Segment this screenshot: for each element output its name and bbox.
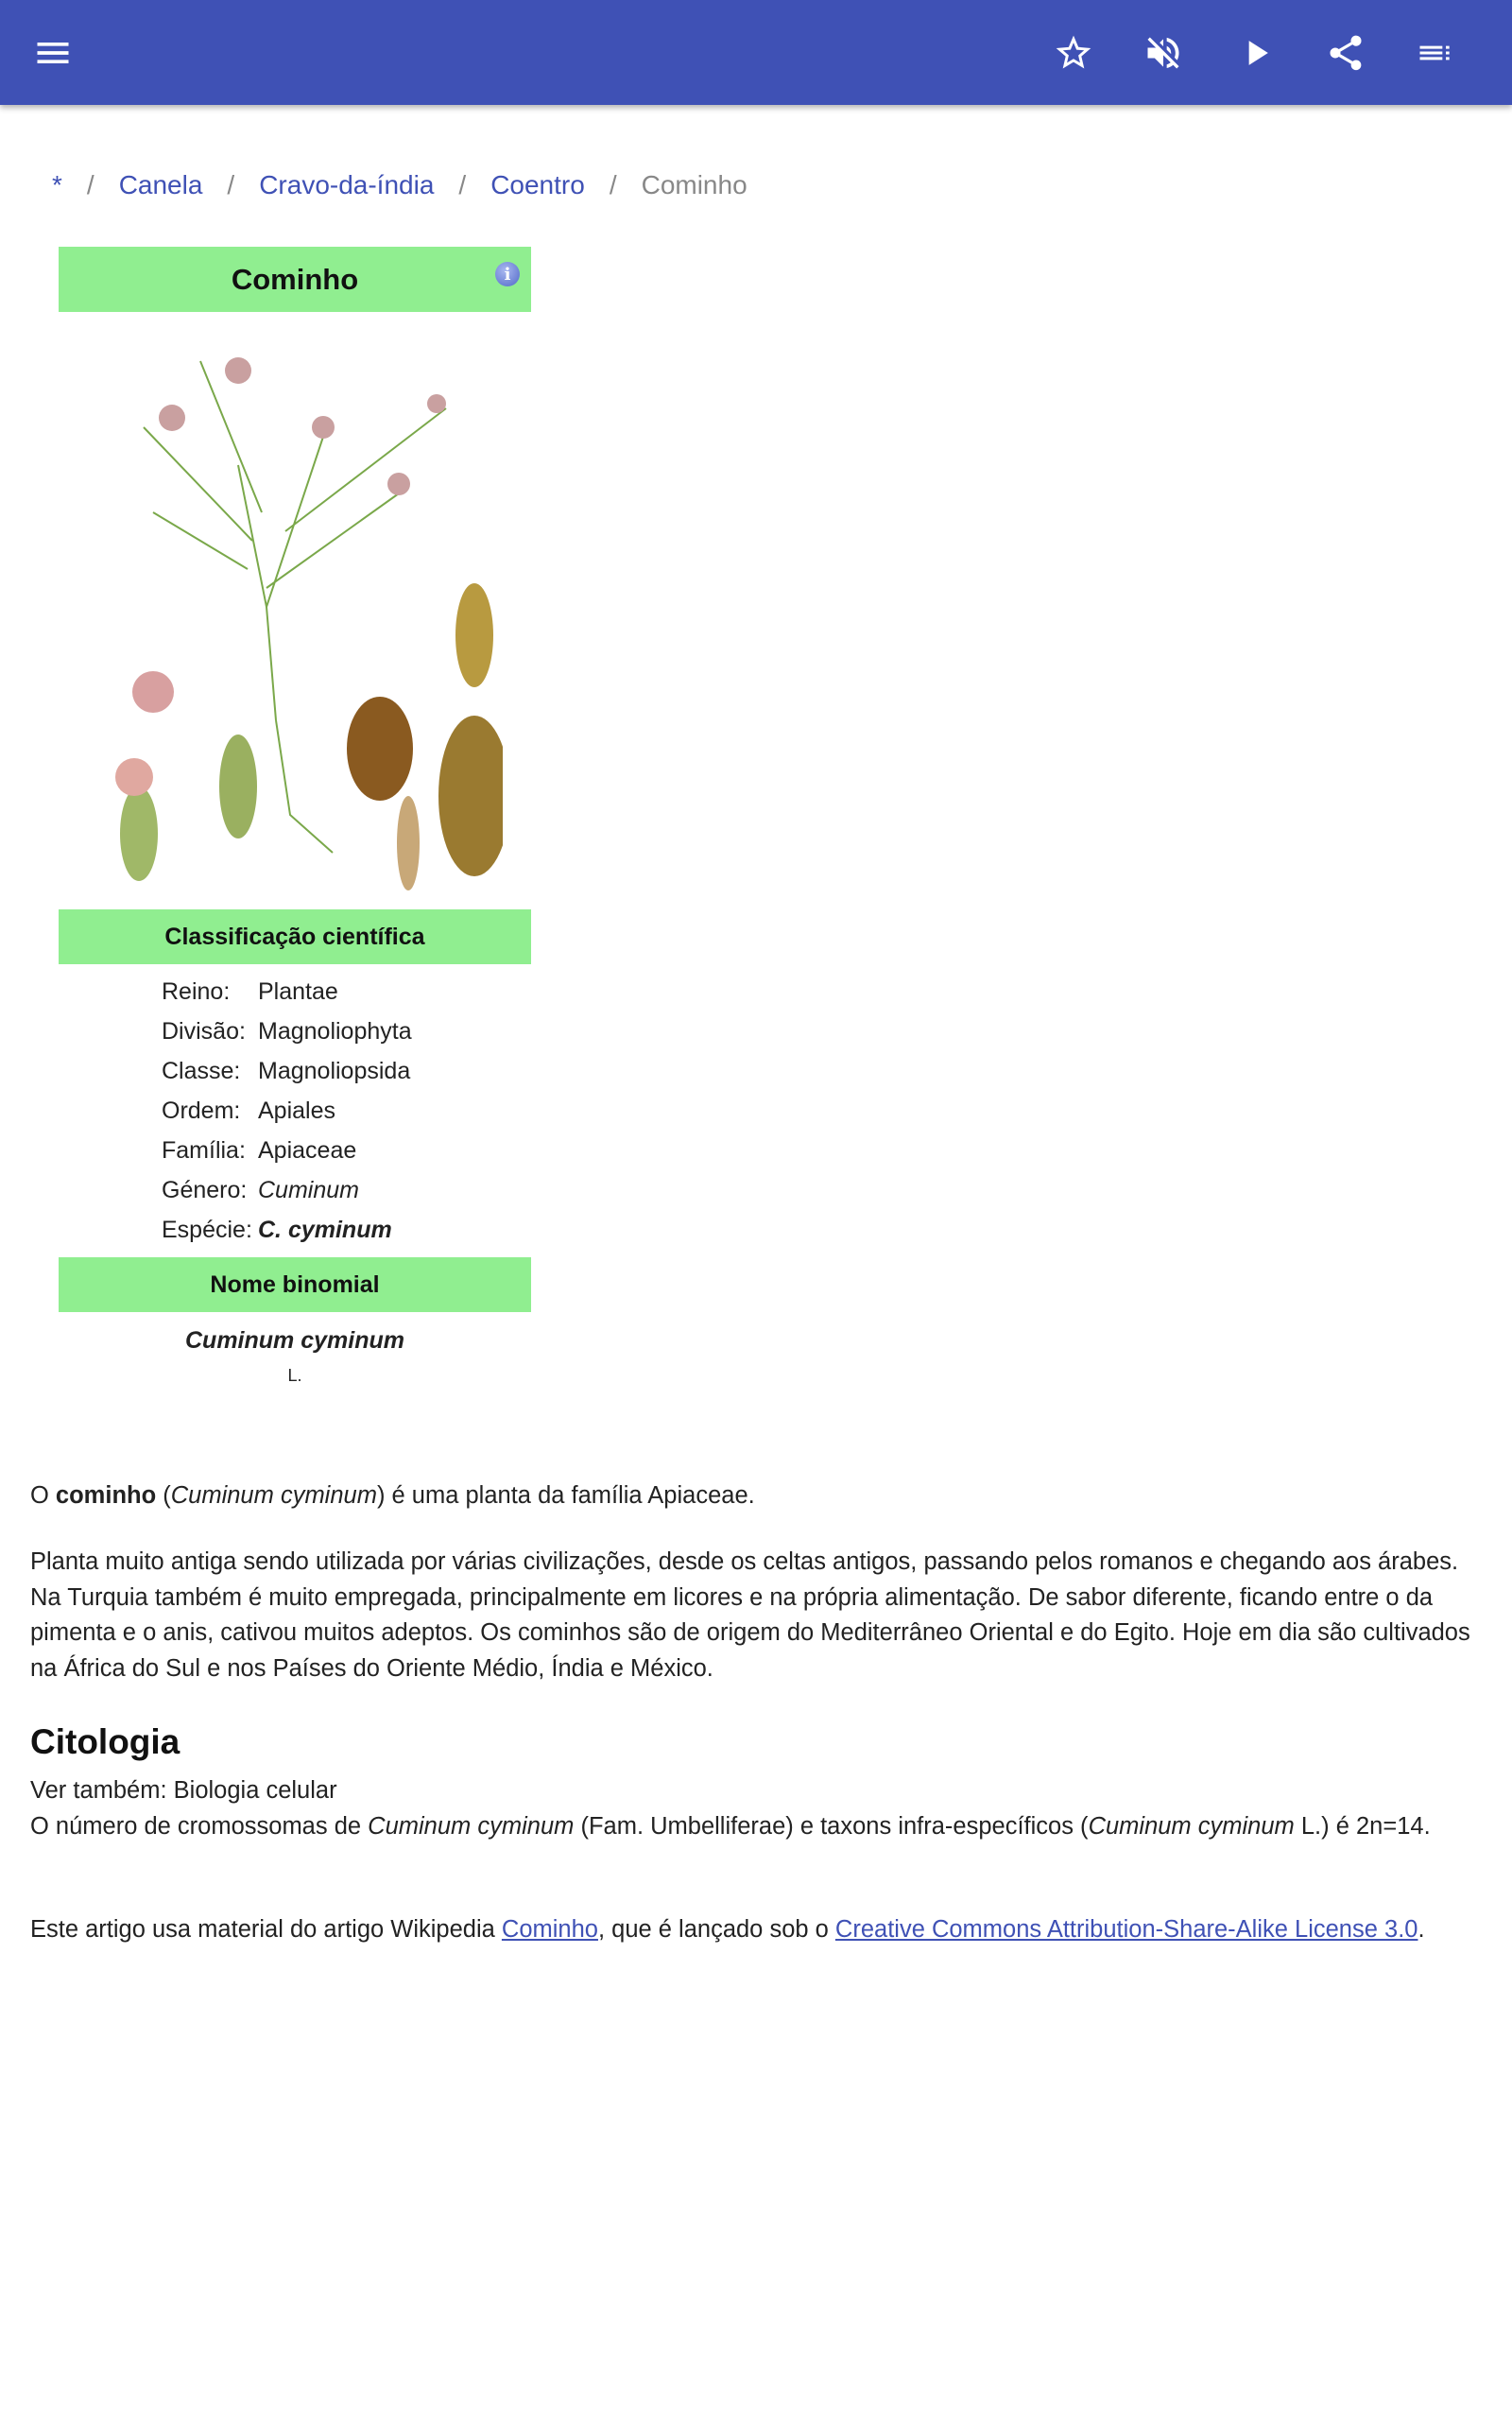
share-icon[interactable] [1319,26,1372,79]
info-icon[interactable]: i [495,262,520,286]
row-label: Divisão: [162,1017,246,1045]
breadcrumb-coentro[interactable]: Coentro [490,170,585,199]
see-also: Ver também: Biologia celular [30,1777,337,1804]
breadcrumb-cravo[interactable]: Cravo-da-índia [259,170,435,199]
breadcrumb [52,170,747,200]
intro-paragraph: O cominho (Cuminum cyminum) é uma planta da família Apiaceae. [30,1482,755,1509]
breadcrumb-home[interactable]: * [52,170,62,199]
row-label: Reino: [162,977,231,1005]
menu-icon[interactable] [26,26,79,79]
binomial-header: Nome binomial [59,1257,531,1312]
plant-illustration[interactable] [59,323,531,909]
table-row [162,1091,531,1131]
breadcrumb-separator: / [227,170,235,199]
infobox [59,247,531,1386]
table-row [162,972,531,1011]
playlist-icon[interactable] [1409,26,1462,79]
breadcrumb-separator: / [86,170,94,199]
breadcrumb-separator: / [609,170,617,199]
star-icon[interactable] [1047,26,1100,79]
breadcrumb-canela[interactable]: Canela [118,170,203,199]
binomial-authority: L. [287,1366,302,1385]
row-label: Género: [162,1176,248,1203]
infobox-title [59,247,531,312]
table-row [162,1011,531,1051]
row-label: Classe: [162,1057,241,1084]
wikipedia-link[interactable]: Cominho [501,1916,598,1943]
row-value: Apiales [258,1097,335,1124]
row-label: Espécie: [162,1216,252,1243]
history-paragraph: Planta muito antiga sendo utilizada por várias civilizações, desde os celtas antigos, passando pelos romanos e chegando aos árabes. Na Turquia também é muito empregada, principalmente em licores e na própria alimentação. De sabor diferente, ficando entre o da pimenta e o anis, cativou muitos adeptos. Os cominhos são de origem do Mediterrâneo Oriental e do Egito. Hoje em dia são cultivados na África do Sul e nos Países do Oriente Médio, Índia e México. [30,1548,1470,1682]
row-value: Magnoliophyta [258,1017,412,1045]
row-value: Magnoliopsida [258,1057,411,1084]
chromosome-paragraph: O número de cromossomas de Cuminum cyminum (Fam. Umbelliferae) e taxons infra-específicos (Cuminum cyminum L.) é 2n=14. [30,1813,1431,1840]
classification-table [59,964,531,1257]
row-value: Apiaceae [258,1136,357,1164]
classification-header: Classificação científica [59,909,531,964]
breadcrumb-current: Cominho [641,170,747,199]
table-row [162,1170,531,1210]
row-label: Ordem: [162,1097,241,1124]
row-label: Família: [162,1136,246,1164]
breadcrumb-separator: / [458,170,467,199]
license-footer: Este artigo usa material do artigo Wikipedia Cominho, que é lançado sob o Creative Commons Attribution-Share-Alike License 3.0. [30,1916,1425,1943]
table-row [162,1051,531,1091]
row-value: Cuminum [258,1176,359,1203]
license-link[interactable]: Creative Commons Attribution-Share-Alike License 3.0 [834,1916,1418,1943]
volume-off-icon[interactable] [1137,26,1190,79]
row-value: C. cyminum [258,1216,392,1243]
binomial-name: Cuminum cyminum [185,1327,404,1354]
app-toolbar [0,0,1512,105]
row-value: Plantae [258,977,338,1005]
play-icon[interactable] [1229,26,1282,79]
table-row [162,1210,531,1250]
infobox-title-text: Cominho [231,262,359,296]
section-heading-citologia: Citologia [30,1722,180,1761]
table-row [162,1131,531,1170]
